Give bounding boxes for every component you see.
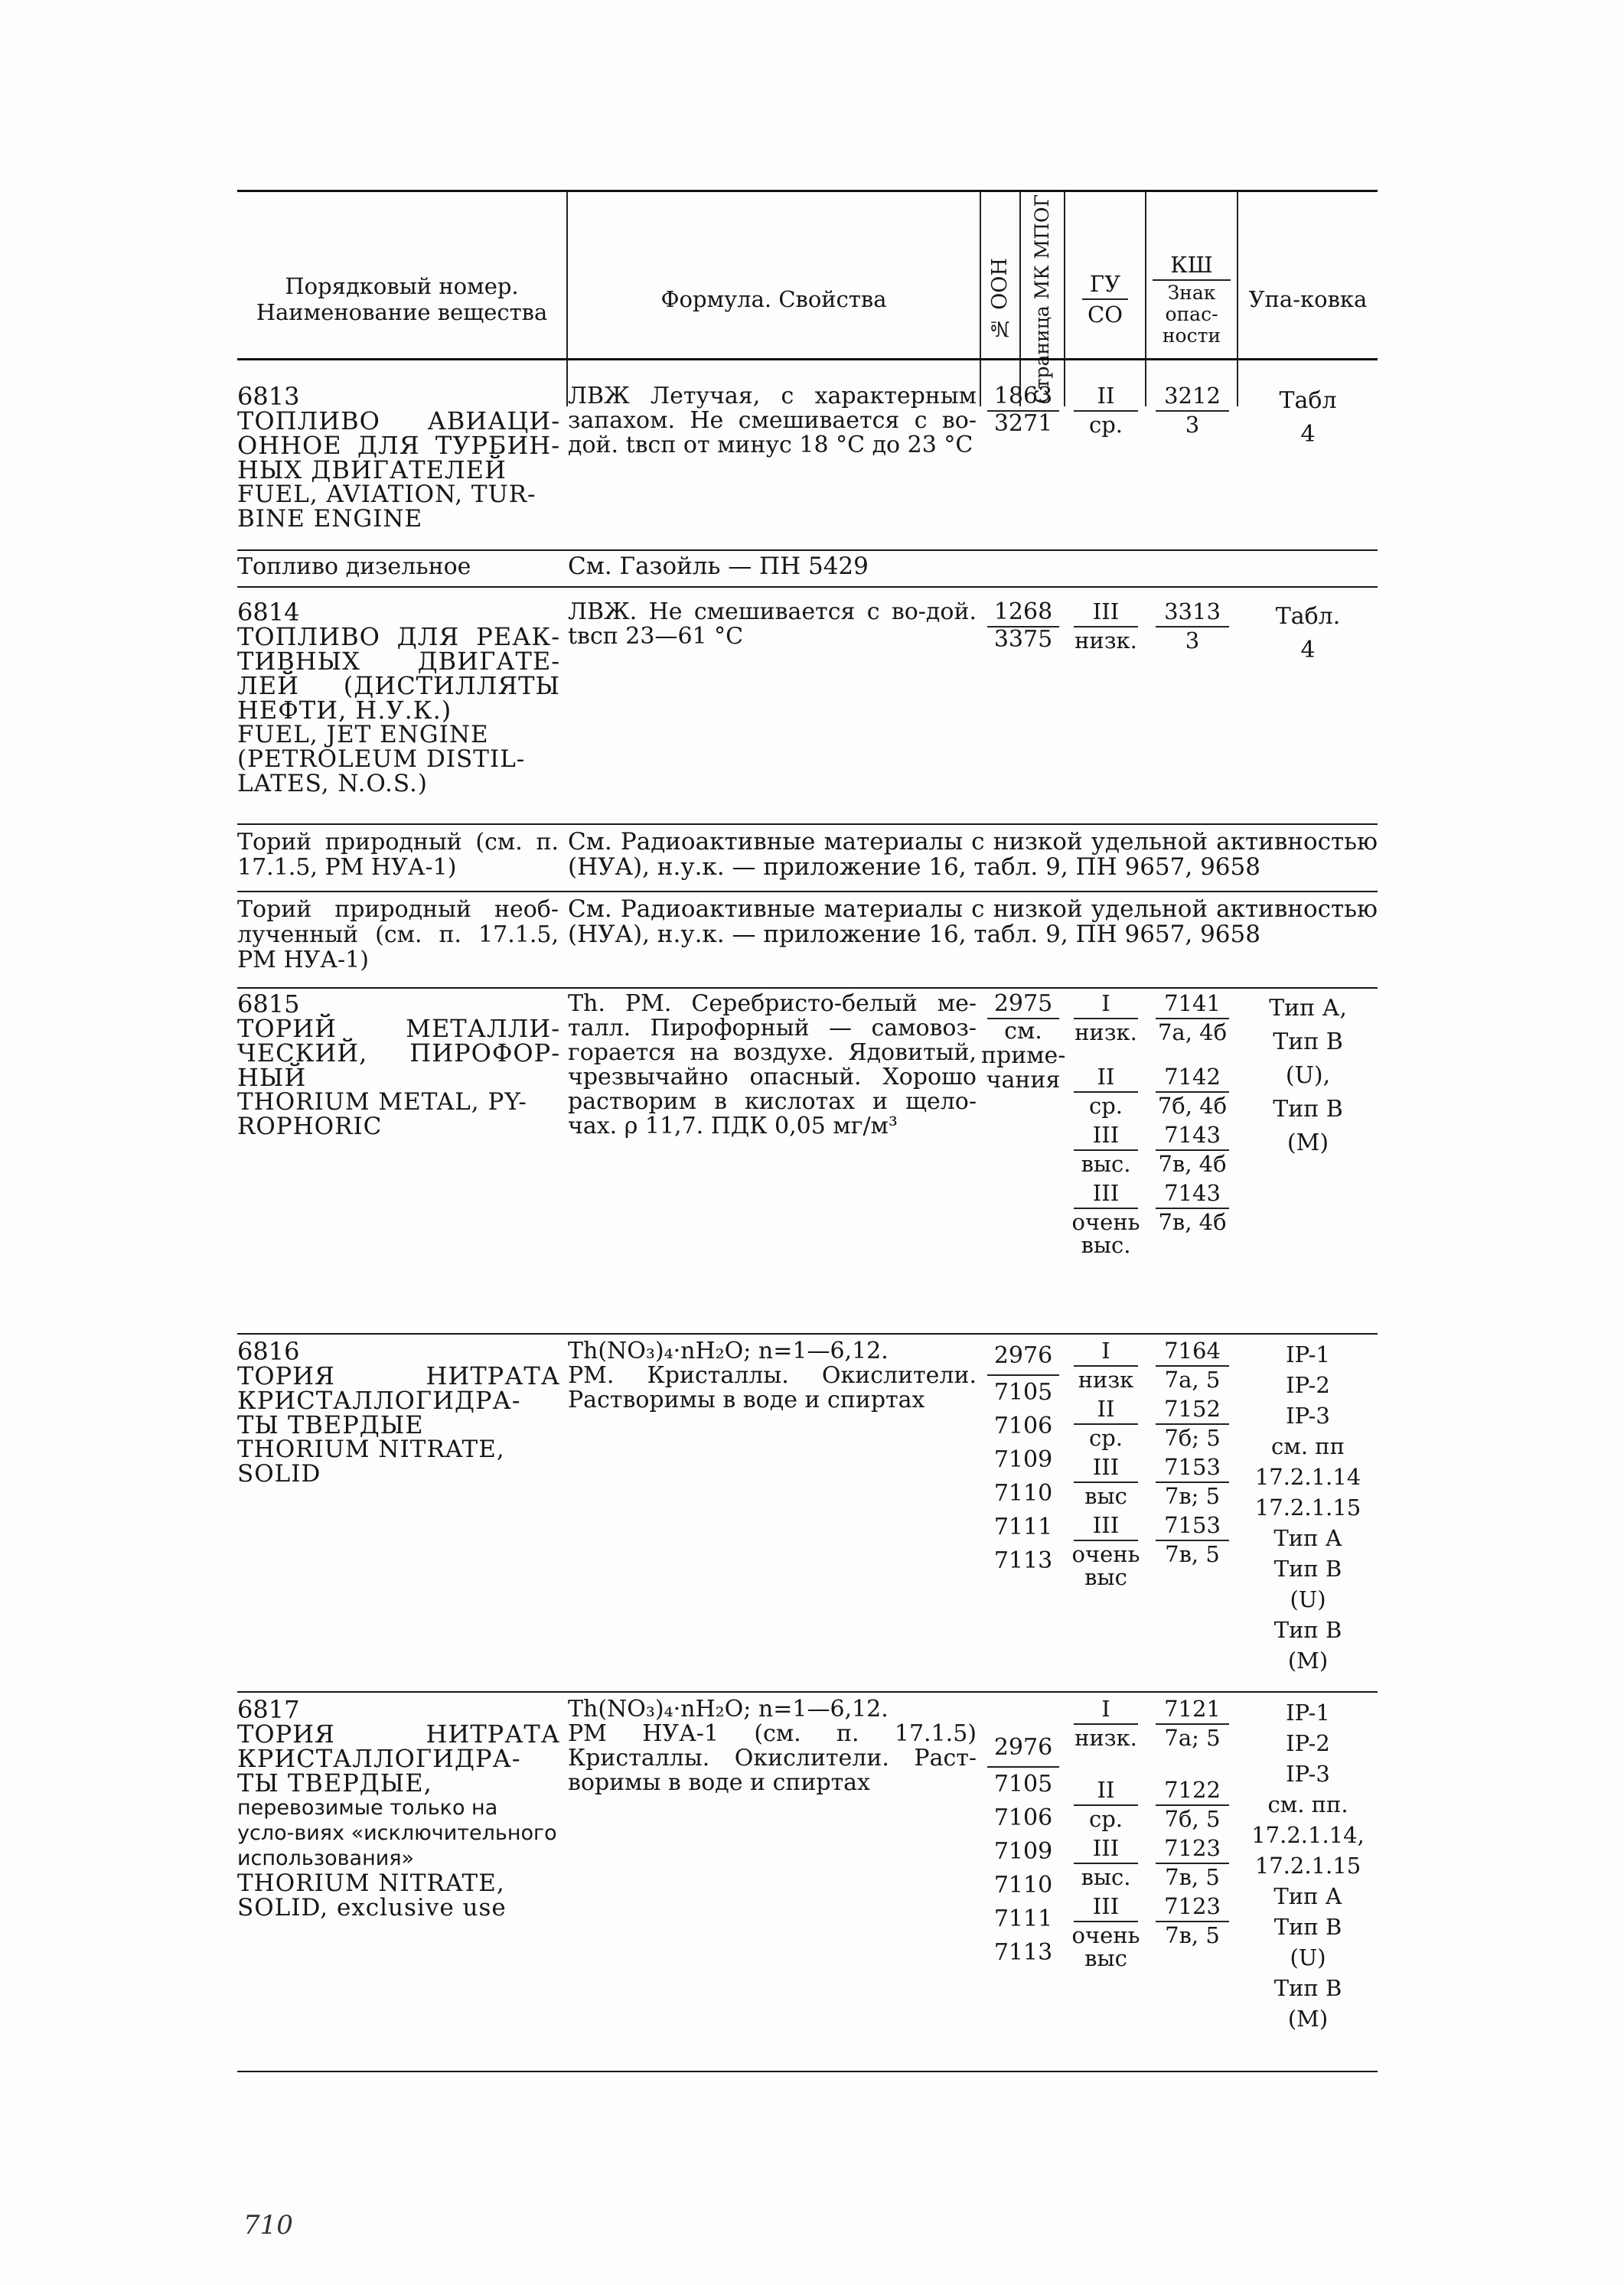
entry-name-en: THORIUM NITRATE, SOLID [237, 1436, 505, 1488]
gu-value: II [1074, 384, 1139, 412]
header-gu: $\frac{ГУ}{СО}$ [1065, 191, 1146, 406]
entry-formula: ЛВЖ. Не смешивается с во-дой. tвсп 23—61 °С [568, 598, 977, 650]
pack-line: см. пп. [1267, 1791, 1348, 1817]
mk-page: 7105 [993, 1771, 1053, 1798]
ksh-value: 7123 [1156, 1895, 1229, 1922]
entry-name-note: перевозимые только на усло-виях «исключительного использования» [237, 1796, 557, 1870]
header-name: Порядковый номер. Наименование вещества [237, 191, 568, 406]
mk-page: 7106 [993, 1804, 1053, 1831]
un-number: 2976 [993, 1734, 1053, 1761]
pack-line: 4 [1300, 637, 1316, 663]
table-bottom-rule [237, 2071, 1378, 2072]
pack-line: Табл [1279, 387, 1337, 414]
entry-6817 [237, 1697, 1378, 2034]
pack-line: 17.2.1.14, [1251, 1822, 1365, 1848]
hazard-sign: 7б; 5 [1164, 1425, 1221, 1451]
entry-thorium-natural [237, 830, 1378, 880]
mk-page: 7110 [993, 1872, 1053, 1899]
co-value: ср. [1088, 1425, 1123, 1451]
gu-value: III [1074, 1455, 1139, 1483]
header-bottom-rule [237, 358, 1378, 360]
co-value: выс. [1081, 1151, 1131, 1177]
pack-line: IP-2 [1286, 1730, 1330, 1756]
entry-name: Торий природный необ-лученный (см. п. 17.1.5, РМ НУА-1) [237, 896, 559, 973]
un-number: 2975 [993, 990, 1053, 1017]
entry-name-ru: ТОРИЙ МЕТАЛЛИ-ЧЕСКИЙ, ПИРОФОР-НЫЙ [237, 1014, 560, 1092]
co-value: ср. [1088, 1806, 1123, 1832]
ksh-value: 7143 [1156, 1182, 1229, 1209]
entry-name-en: FUEL, JET ENGINE (PETROLEUM DISTIL-LATES, N.O.S.) [237, 721, 526, 797]
header-ksh: $\frac{КШ}{\text{Знак опас-ности}}$ [1146, 191, 1238, 406]
co-value: очень выс. [1071, 1209, 1140, 1258]
hazard-sign: 7в, 4б [1158, 1209, 1227, 1235]
entry-name-ru: ТОПЛИВО АВИАЦИ-ОННОЕ ДЛЯ ТУРБИН-НЫХ ДВИГАТЕЛЕЙ [237, 406, 560, 484]
pack-line: Тип В [1273, 1096, 1343, 1123]
gu-value: III [1074, 1837, 1139, 1864]
row-rule [237, 1691, 1378, 1693]
mk-page: 7106 [993, 1413, 1053, 1439]
entry-formula: ЛВЖ Летучая, с характерным запахом. Не смешивается с во-дой. tвсп от минус 18 °C до 23 °C [568, 383, 977, 458]
pack-line: (М) [1287, 2006, 1329, 2032]
mk-page: 3375 [993, 626, 1053, 653]
entry-number: 6817 [237, 1695, 300, 1724]
ksh-value: 7122 [1156, 1778, 1229, 1806]
pack-line: IP-3 [1286, 1403, 1330, 1429]
un-number: 1863 [993, 383, 1053, 409]
pack-line: IP-2 [1286, 1372, 1330, 1398]
header-formula: Формула. Свойства [568, 191, 981, 406]
mk-page: 7105 [993, 1379, 1053, 1406]
co-value: очень выс [1071, 1541, 1140, 1590]
gu-value: III [1074, 1182, 1139, 1209]
mk-page: 7111 [993, 1514, 1053, 1540]
hazard-sign: 7в; 5 [1164, 1483, 1221, 1509]
entry-name-en: THORIUM NITRATE, SOLID, exclusive use [237, 1869, 507, 1922]
pack-line: 17.2.1.15 [1254, 1853, 1361, 1879]
pack-line: IP-3 [1286, 1761, 1330, 1787]
gu-value: III [1074, 1123, 1139, 1151]
pack-line: Табл. [1275, 603, 1341, 630]
pack-line: (М) [1286, 1129, 1329, 1156]
row-rule [237, 891, 1378, 892]
entry-formula: РМ. Кристаллы. Окислители. Растворимы в воде и спиртах [568, 1362, 977, 1413]
pack-line: (U) [1290, 1944, 1326, 1970]
pack-line: Тип В [1273, 1617, 1342, 1643]
ksh-value: 3313 [1156, 600, 1229, 627]
co-value: выс. [1081, 1864, 1131, 1890]
ksh-value: 3212 [1156, 384, 1229, 412]
pack-line: (U), [1285, 1062, 1331, 1089]
ksh-value: 7152 [1156, 1397, 1229, 1425]
pack-line: Тип В [1273, 1028, 1343, 1055]
entry-number: 6814 [237, 598, 300, 627]
hazard-sign: 7в, 5 [1165, 1922, 1220, 1948]
co-value: ср. [1088, 1093, 1123, 1119]
pack-line: Тип А [1273, 1883, 1342, 1909]
entry-name: Торий природный (см. п. 17.1.5, РМ НУА-1) [237, 829, 559, 881]
entry-reference: См. Радиоактивные материалы с низкой удельной активностью (НУА), н.у.к. — приложение 16, табл. 9, ПН 9657, 9658 [568, 828, 1378, 881]
mk-page: 7109 [993, 1838, 1053, 1865]
mk-page: 7109 [993, 1446, 1053, 1473]
hazard-sign: 7в, 5 [1165, 1864, 1220, 1890]
un-number: 2976 [993, 1342, 1053, 1369]
gu-value: II [1074, 1397, 1139, 1425]
entry-6814 [237, 600, 1378, 796]
pack-line: Тип В [1273, 1975, 1342, 2001]
hazard-sign: 7в, 5 [1165, 1541, 1220, 1567]
entry-name-ru: ТОРИЯ НИТРАТА КРИСТАЛЛОГИДРА-ТЫ ТВЕРДЫЕ, [237, 1719, 560, 1798]
entry-reference: См. Газойль — ПН 5429 [568, 553, 869, 580]
co-value: очень выс [1071, 1922, 1140, 1971]
entry-thorium-unirradiated [237, 897, 1378, 973]
entry-formula-line: Th(NO₃)₄·nH₂O; n=1—6,12. [568, 1696, 889, 1723]
pack-line: 4 [1300, 421, 1316, 448]
co-value: низк. [1075, 627, 1137, 654]
pack-line: 17.2.1.15 [1254, 1495, 1361, 1521]
entry-6816 [237, 1339, 1378, 1676]
ksh-value: 7123 [1156, 1837, 1229, 1864]
ksh-value: 7143 [1156, 1123, 1229, 1151]
gu-value: III [1074, 600, 1139, 627]
ksh-value: 7153 [1156, 1455, 1229, 1483]
mk-page: 7113 [993, 1939, 1053, 1966]
header-page: Страница МК МПОГ [1021, 191, 1065, 406]
page-number: 710 [243, 2210, 293, 2241]
row-rule [237, 823, 1378, 825]
co-value: низк [1078, 1367, 1134, 1393]
entry-name-ru: ТОПЛИВО ДЛЯ РЕАК-ТИВНЫХ ДВИГАТЕ-ЛЕЙ (ДИСТИЛЛЯТЫ НЕФТИ, Н.У.К.) [237, 622, 560, 725]
mk-page: см. приме-чания [981, 1018, 1066, 1094]
pack-line: (U) [1290, 1586, 1326, 1612]
hazard-sign: 7б, 5 [1164, 1806, 1221, 1832]
mk-page: 7110 [993, 1480, 1053, 1507]
co-value: низк. [1075, 1019, 1137, 1045]
pack-line: Тип А, [1269, 995, 1347, 1022]
ksh-value: 7164 [1156, 1339, 1229, 1367]
pack-line: см. пп [1271, 1433, 1345, 1459]
hazard-sign: 3 [1185, 412, 1200, 438]
mk-page: 3271 [993, 410, 1053, 437]
pack-line: IP-1 [1286, 1341, 1330, 1367]
entry-diesel [237, 554, 1378, 579]
gu-value: III [1074, 1895, 1139, 1922]
ksh-value: 7141 [1156, 992, 1229, 1019]
mk-page: 7113 [993, 1547, 1053, 1574]
entry-number: 6813 [237, 382, 300, 411]
gu-value: I [1074, 1697, 1139, 1725]
co-value: низк. [1075, 1725, 1137, 1751]
header-pack: Упа-ковка [1248, 285, 1368, 312]
entry-6815 [237, 989, 1378, 1258]
mk-page: 7111 [993, 1905, 1053, 1932]
un-number: 1268 [993, 598, 1053, 625]
gu-value: II [1074, 1778, 1139, 1806]
entry-formula: РМ НУА-1 (см. п. 17.1.5) Кристаллы. Окислители. Раст-воримы в воде и спиртах [568, 1720, 977, 1796]
pack-line: Тип В [1273, 1556, 1342, 1582]
entry-name-en: FUEL, AVIATION, TUR-BINE ENGINE [237, 481, 536, 533]
header-un: № ООН [981, 191, 1021, 406]
entry-name-en: THORIUM METAL, PY-ROPHORIC [237, 1088, 527, 1140]
hazard-sign: 3 [1185, 627, 1200, 654]
gu-value: I [1074, 1339, 1139, 1367]
hazard-sign: 7а, 5 [1164, 1367, 1221, 1393]
entry-name: Топливо дизельное [237, 553, 471, 580]
hazard-sign: 7б, 4б [1157, 1093, 1228, 1119]
ksh-value: 7121 [1156, 1697, 1229, 1725]
ksh-value: 7153 [1156, 1514, 1229, 1541]
row-rule [237, 1333, 1378, 1335]
gu-value: II [1074, 1065, 1139, 1093]
ksh-value: 7142 [1156, 1065, 1229, 1093]
row-rule [237, 549, 1378, 551]
entry-number: 6816 [237, 1337, 300, 1366]
pack-line: 17.2.1.14 [1254, 1464, 1361, 1490]
entry-formula-line: Th(NO₃)₄·nH₂O; n=1—6,12. [568, 1338, 889, 1364]
gu-value: III [1074, 1514, 1139, 1541]
gu-value: I [1074, 992, 1139, 1019]
row-rule [237, 586, 1378, 588]
pack-line: Тип А [1273, 1525, 1342, 1551]
hazard-sign: 7в, 4б [1158, 1151, 1227, 1177]
entry-number: 6815 [237, 989, 300, 1019]
pack-line: IP-1 [1286, 1700, 1330, 1726]
hazard-sign: 7а, 4б [1157, 1019, 1228, 1045]
entry-name-ru: ТОРИЯ НИТРАТА КРИСТАЛЛОГИДРА-ТЫ ТВЕРДЫЕ [237, 1361, 560, 1439]
pack-line: Тип В [1273, 1914, 1342, 1940]
co-value: ср. [1088, 412, 1123, 438]
entry-formula: Th. РМ. Серебристо-белый ме-талл. Пирофорный — самовоз-горается на воздухе. Ядовитый, чрезвычайно опасный. Хорошо растворим в кислотах и щело-чах. ρ 11,7. ПДК 0,05 мг/м³ [568, 990, 977, 1139]
co-value: выс [1084, 1483, 1127, 1509]
entry-reference: См. Радиоактивные материалы с низкой удельной активностью (НУА), н.у.к. — приложение 16, табл. 9, ПН 9657, 9658 [568, 895, 1378, 948]
pack-line: (М) [1287, 1648, 1329, 1674]
hazard-sign: 7а; 5 [1164, 1725, 1221, 1751]
row-rule [237, 987, 1378, 989]
entry-6813 [237, 384, 1378, 531]
